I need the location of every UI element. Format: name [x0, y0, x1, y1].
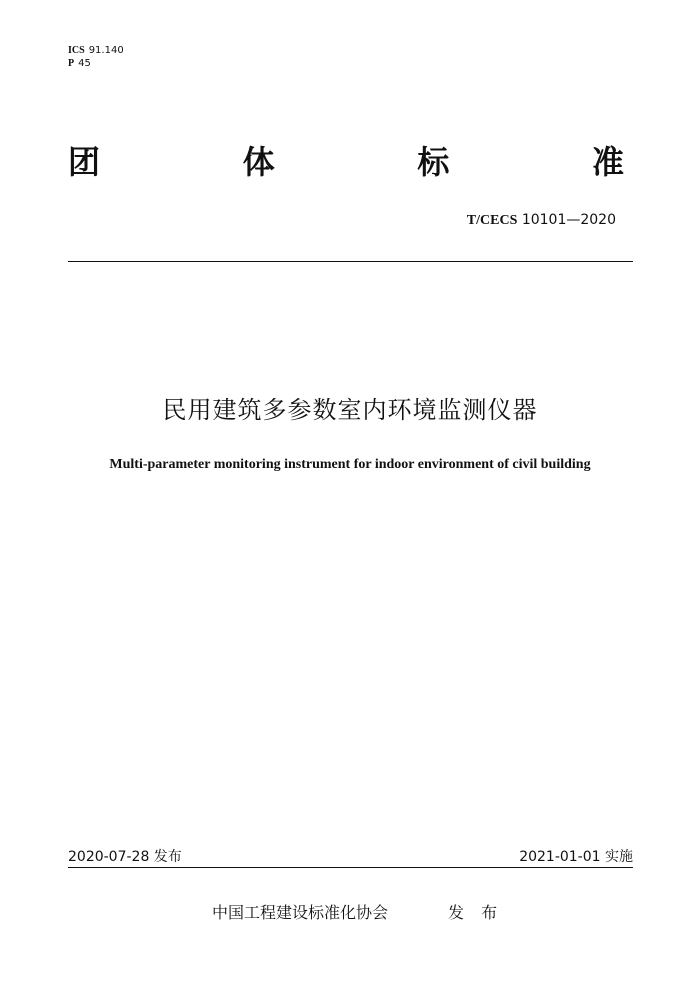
ccs-label: P: [68, 58, 75, 69]
standard-number: [467, 211, 616, 230]
ics-code: 91.140: [88, 45, 124, 56]
chinese-title: 民用建筑多参数室内环境监测仪器: [162, 396, 538, 424]
publisher-name: 中国工程建设标准化协会: [212, 903, 389, 922]
publish-label: 发 布: [448, 903, 504, 922]
doc-type-char: 准: [591, 143, 624, 181]
ics-label: ICS: [68, 45, 85, 56]
english-title: Multi-parameter monitoring instrument for indoor environment of civil building: [109, 457, 591, 472]
footer-divider: [68, 867, 633, 868]
doc-type-char: 团: [68, 143, 101, 181]
standard-code: 10101—2020: [521, 212, 616, 228]
doc-type-char: 标: [417, 143, 450, 181]
implementation-date: 2021-01-01 实施: [519, 849, 633, 865]
doc-type-char: 体: [242, 143, 275, 181]
ics-line: [68, 44, 124, 57]
standard-prefix: T/CECS: [466, 213, 518, 228]
ccs-line: [68, 57, 124, 70]
header-divider: [68, 261, 633, 262]
issue-date: 2020-07-28 发布: [68, 849, 182, 865]
classification-block: [68, 44, 124, 70]
document-type-heading: [68, 142, 624, 182]
ccs-code: 45: [78, 58, 91, 69]
